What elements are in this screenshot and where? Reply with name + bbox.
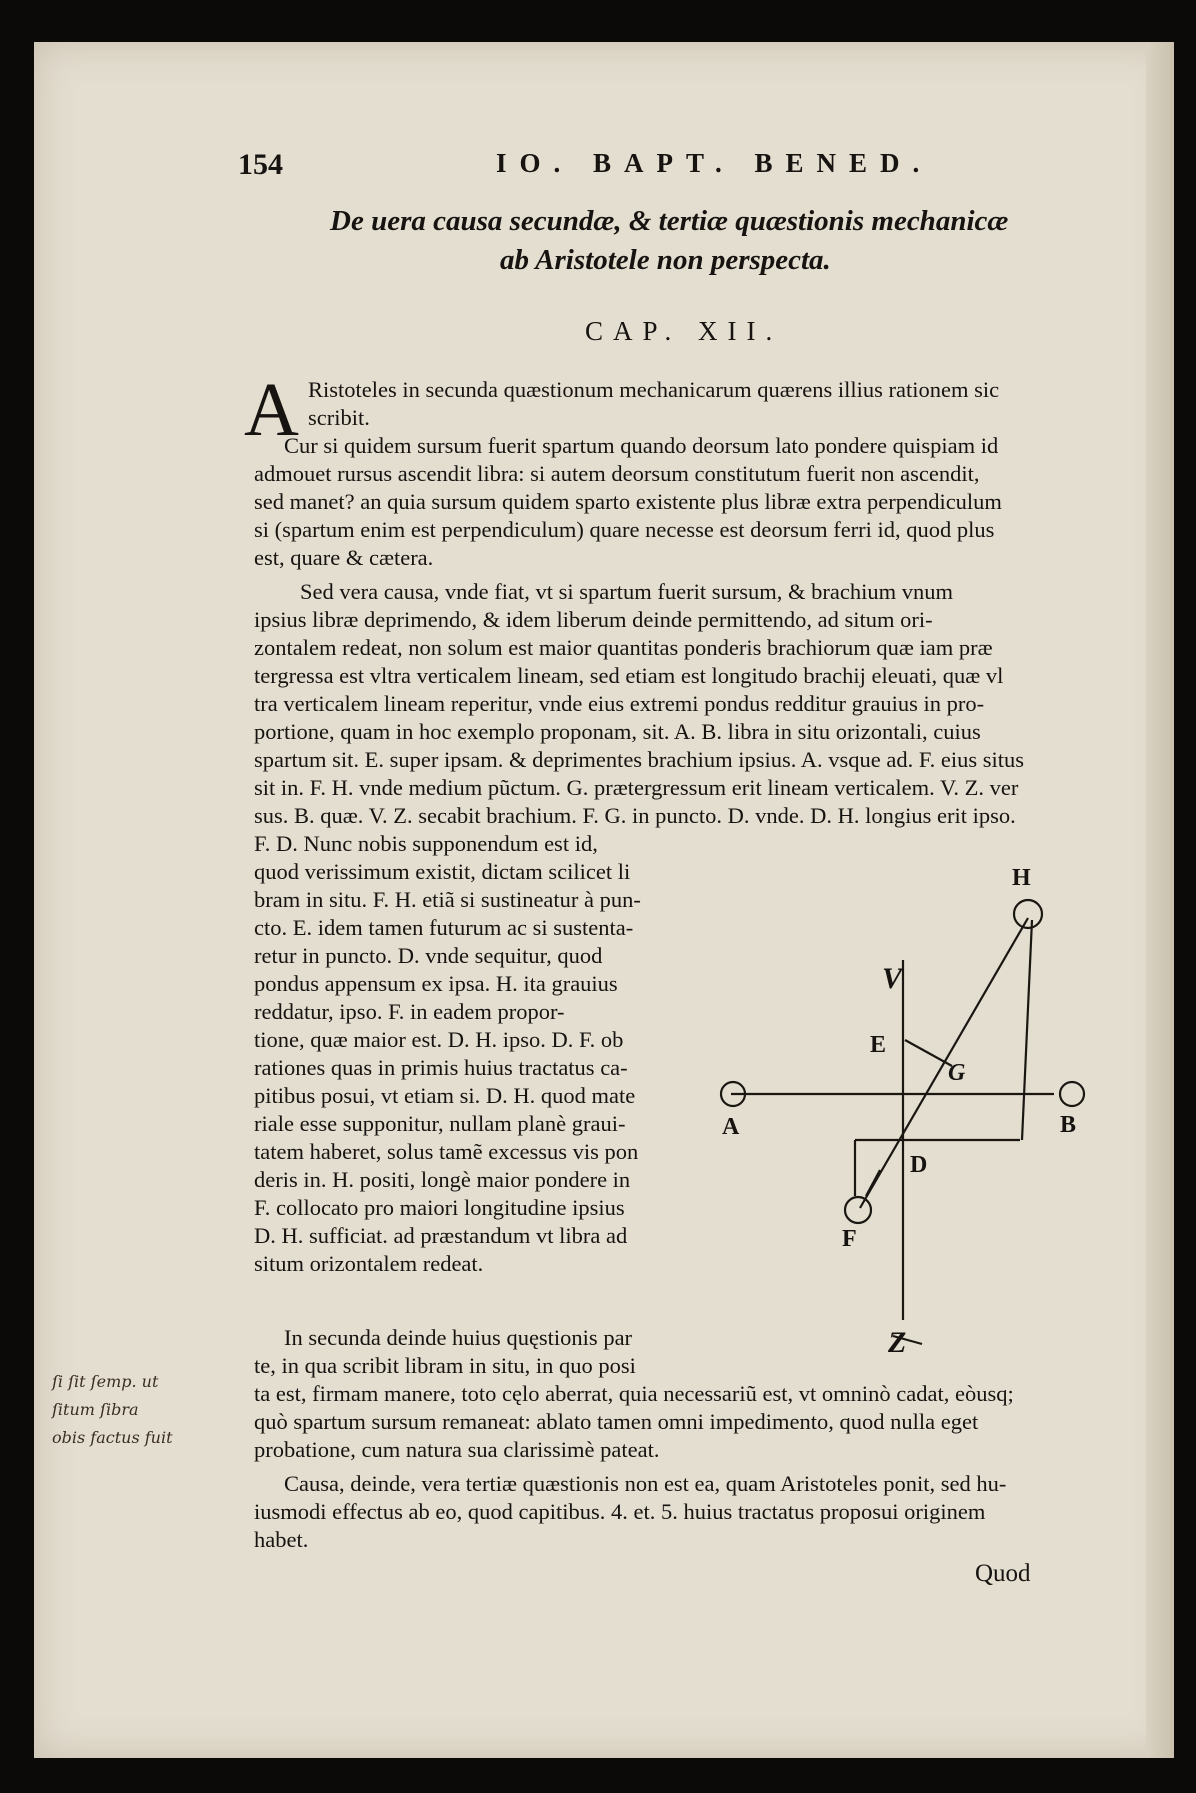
text-line: deris in. H. positi, longè maior pondere in	[254, 1167, 631, 1192]
text-line: iusmodi effectus ab eo, quod capitibus. 4. et. 5. huius tractatus proposui originem	[254, 1499, 986, 1524]
text-line: Cur si quidem sursum fuerit spartum quando deorsum lato pondere quispiam id	[284, 433, 999, 458]
text-line: habet.	[254, 1527, 309, 1552]
text-line: tergressa est vltra verticalem lineam, sed etiam est longitudo brachij eleuati, quæ vl	[254, 663, 1004, 688]
text-line: est, quare & cætera.	[254, 545, 434, 570]
line-h-down	[1022, 920, 1032, 1140]
text-line: pondus appensum ex ipsa. H. ita grauius	[254, 971, 618, 996]
text-line: Causa, deinde, vera tertiæ quæstionis non est ea, quam Aristoteles ponit, sed hu-	[284, 1471, 1007, 1496]
text-line: quò spartum sursum remaneat: ablato tamen omni impedimento, quod nulla eget	[254, 1409, 979, 1434]
weight-f-circle	[845, 1197, 871, 1223]
page-number: 154	[238, 148, 283, 181]
label-f: F	[842, 1226, 857, 1252]
text-line: Ristoteles in secunda quæstionum mechanicarum quærens illius rationem sic	[308, 377, 1000, 402]
label-h: H	[1012, 865, 1031, 891]
weight-b-circle	[1060, 1082, 1084, 1106]
text-line: sus. B. quæ. V. Z. secabit brachium. F. G. in puncto. D. vnde. D. H. longius erit ipso.	[254, 803, 1016, 828]
text-line: F. D. Nunc nobis supponendum est id,	[254, 831, 598, 856]
label-a: A	[722, 1114, 740, 1140]
text-line: ta est, firmam manere, toto cęlo aberrat, quia necessariũ est, vt omninò cadat, eòusq;	[254, 1381, 1014, 1406]
chapter-title-line-1: De uera causa secundæ, & tertiæ quæstionis mechanicæ	[330, 205, 1009, 237]
text-line: rationes quas in primis huius tractatus ca-	[254, 1055, 628, 1080]
text-line: retur in puncto. D. vnde sequitur, quod	[254, 943, 603, 968]
catchword: Quod	[975, 1560, 1031, 1587]
text-line: F. collocato pro maiori longitudine ipsius	[254, 1195, 625, 1220]
text-line: sit in. F. H. vnde medium pũctum. G. prætergressum erit lineam verticalem. V. Z. ver	[254, 775, 1019, 800]
text-line: tione, quæ maior est. D. H. ipso. D. F. ob	[254, 1027, 624, 1052]
drop-cap: A	[244, 368, 299, 452]
text-line: bram in situ. F. H. etiã si sustineatur à pun-	[254, 887, 641, 912]
handwritten-note: obis factus fuit	[52, 1428, 173, 1447]
text-line: D. H. sufficiat. ad præstandum vt libra ad	[254, 1223, 628, 1248]
label-g: G	[948, 1060, 966, 1086]
text-line: riale esse supponitur, nullam planè graui-	[254, 1111, 626, 1136]
chapter-number: CAP. XII.	[585, 316, 783, 346]
text-line: probatione, cum natura sua clarissimè pateat.	[254, 1437, 660, 1462]
text-line: tra verticalem lineam reperitur, vnde eius extremi pondus redditur grauius in pro-	[254, 691, 985, 716]
text-line: sed manet? an quia sursum quidem sparto existente plus libræ extra perpendiculum	[254, 489, 1002, 514]
text-line: tatem haberet, solus tamẽ excessus vis pon	[254, 1139, 639, 1164]
text-line: Sed vera causa, vnde fiat, vt si spartum fuerit sursum, & brachium vnum	[300, 579, 953, 604]
label-v: V	[882, 962, 903, 995]
text-line: situm orizontalem redeat.	[254, 1251, 484, 1276]
label-z: Z	[888, 1326, 907, 1359]
handwritten-note: ſi ſit ſemp. ut	[52, 1372, 159, 1391]
text-line: spartum sit. E. super ipsam. & deprimentes brachium ipsius. A. vsque ad. F. eius situs	[254, 747, 1024, 772]
line-e-g	[905, 1040, 952, 1066]
handwritten-note: ſitum ſibra	[52, 1400, 139, 1419]
text-line: cto. E. idem tamen futurum ac si sustenta-	[254, 915, 634, 940]
text-line: admouet rursus ascendit libra: si autem deorsum constitutum fuerit non ascendit,	[254, 461, 980, 486]
weight-h-circle	[1014, 900, 1042, 928]
text-line: pitibus posui, vt etiam si. D. H. quod mate	[254, 1083, 636, 1108]
text-line: In secunda deinde huius quęstionis par	[284, 1325, 633, 1350]
text-line: ipsius libræ deprimendo, & idem liberum deinde permittendo, ad situm ori-	[254, 607, 933, 632]
label-d: D	[910, 1152, 928, 1178]
running-head: IO. BAPT. BENED.	[496, 148, 933, 178]
text-line: si (spartum enim est perpendiculum) quare necesse est deorsum ferri id, quod plus	[254, 517, 995, 542]
text-line: reddatur, ipso. F. in eadem propor-	[254, 999, 565, 1024]
text-line: quod verissimum existit, dictam scilicet li	[254, 859, 631, 884]
chapter-title-line-2: ab Aristotele non perspecta.	[500, 244, 831, 276]
text-line: zontalem redeat, non solum est maior quantitas ponderis brachiorum quæ iam præ	[254, 635, 993, 660]
text-line: te, in qua scribit libram in situ, in quo posi	[254, 1353, 636, 1378]
label-e: E	[870, 1032, 887, 1058]
label-b: B	[1060, 1112, 1077, 1138]
text-line: scribit.	[308, 405, 370, 430]
text-line: portione, quam in hoc exemplo proponam, sit. A. B. libra in situ orizontali, cuius	[254, 719, 981, 744]
